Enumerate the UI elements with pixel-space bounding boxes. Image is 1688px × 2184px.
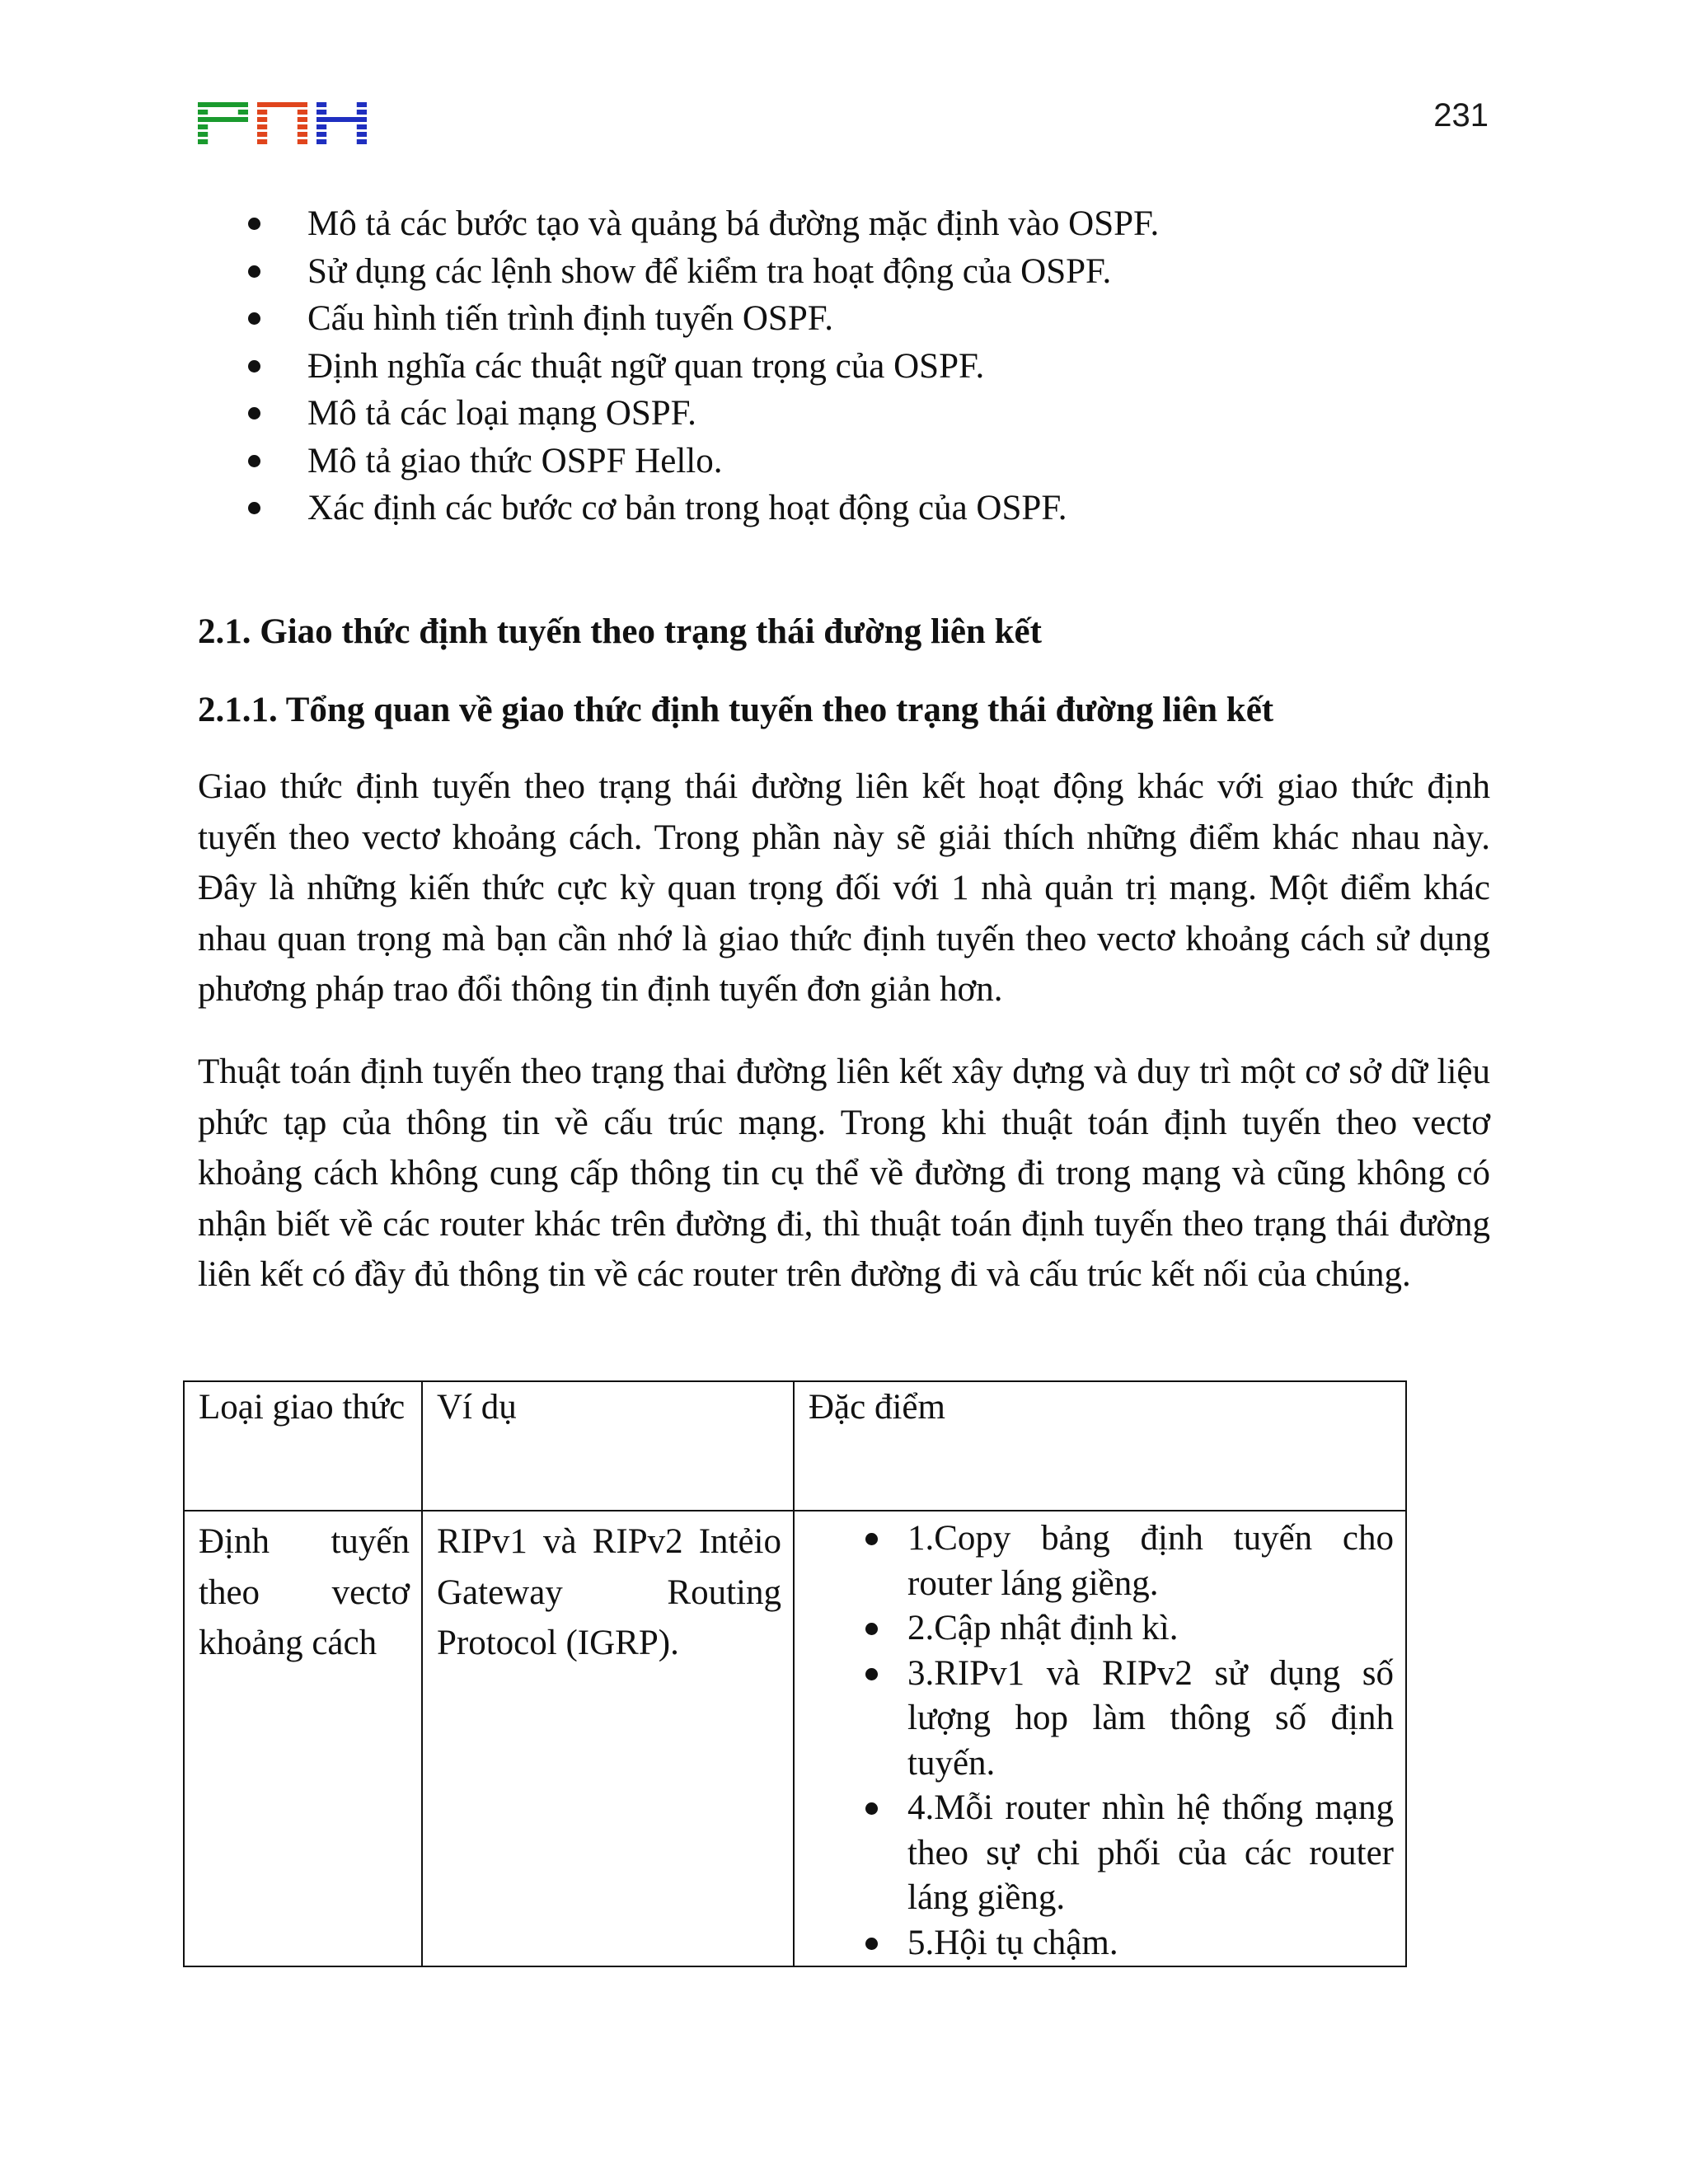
logo-stripe xyxy=(316,124,326,129)
logo-stripe xyxy=(357,132,367,137)
logo-stripe xyxy=(257,102,307,107)
list-item: Mô tả giao thức OSPF Hello. xyxy=(198,438,1492,485)
logo-stripe xyxy=(357,124,367,129)
bullet-icon xyxy=(248,360,260,373)
bullet-icon xyxy=(865,1938,878,1950)
logo-stripe xyxy=(316,139,326,144)
bullet-icon xyxy=(248,502,260,514)
features-list xyxy=(809,1516,1394,1966)
bullet-icon xyxy=(865,1668,878,1680)
header-cell-features: Đặc điểm xyxy=(794,1381,1406,1511)
list-item: Cấu hình tiến trình định tuyến OSPF. xyxy=(198,295,1492,343)
cell-protocol-features xyxy=(794,1511,1406,1966)
list-item: 4.Mỗi router nhìn hệ thống mạng theo sự chi phối của các router láng giềng. xyxy=(809,1786,1394,1921)
bullet-icon xyxy=(865,1802,878,1815)
logo-stripe xyxy=(257,124,267,129)
logo-stripe xyxy=(198,124,208,129)
logo-stripe xyxy=(316,110,326,115)
logo-stripe xyxy=(198,117,248,122)
logo-stripe xyxy=(298,132,307,137)
paragraph-algorithm: Thuật toán định tuyến theo trạng thai đường liên kết xây dựng và duy trì một cơ sở dữ liệu phức tạp của thông tin về cấu trúc mạng. Trong khi thuật toán định tuyến theo vectơ khoảng cách không cung cấp thông tin cụ thể về đường đi trong mạng và cũng không có nhận biết về các router khác trên đường đi, thì thuật toán định tuyến theo trạng thái đường liên kết có đầy đủ thông tin về các router trên đường đi và cấu trúc kết nối của chúng. xyxy=(198,1052,1490,1295)
logo-letter-n xyxy=(257,102,307,144)
logo-stripe xyxy=(257,117,267,122)
logo-stripe xyxy=(316,132,326,137)
list-item: 1.Copy bảng định tuyến cho router láng giềng. xyxy=(809,1516,1394,1606)
page-number: 231 xyxy=(1433,97,1489,134)
logo-stripe xyxy=(298,110,307,115)
pnh-logo xyxy=(198,102,367,148)
bullet-icon xyxy=(248,407,260,419)
list-item: 3.RIPv1 và RIPv2 sử dụng số lượng hop làm thông số định tuyến. xyxy=(809,1652,1394,1787)
list-item: Định nghĩa các thuật ngữ quan trọng của OSPF. xyxy=(198,343,1492,391)
protocol-comparison-table xyxy=(183,1380,1407,1967)
logo-stripe xyxy=(238,110,248,115)
logo-letter-p xyxy=(198,102,248,144)
logo-stripe xyxy=(298,139,307,144)
logo-stripe xyxy=(198,102,248,107)
logo-stripe xyxy=(298,124,307,129)
bullet-icon xyxy=(248,265,260,278)
bullet-icon xyxy=(248,312,260,325)
list-item: 2.Cập nhật định kì. xyxy=(809,1606,1394,1652)
logo-stripe xyxy=(257,132,267,137)
logo-stripe xyxy=(198,132,208,137)
logo-stripe xyxy=(316,117,367,122)
bullet-icon xyxy=(248,218,260,230)
list-item: Xác định các bước cơ bản trong hoạt động của OSPF. xyxy=(198,485,1492,532)
logo-letter-h xyxy=(316,102,367,144)
cell-protocol-example: RIPv1 và RIPv2 Intẻio Gateway Routing Protocol (IGRP). xyxy=(422,1511,794,1966)
table-header-row xyxy=(184,1381,1406,1511)
section-heading: 2.1. Giao thức định tuyến theo trạng thái đường liên kết xyxy=(198,612,1042,651)
table-row xyxy=(184,1511,1406,1966)
list-item: Mô tả các bước tạo và quảng bá đường mặc định vào OSPF. xyxy=(198,200,1492,248)
header-cell-type: Loại giao thức xyxy=(184,1381,422,1511)
list-item: 5.Hội tụ chậm. xyxy=(809,1921,1394,1966)
bullet-icon xyxy=(248,455,260,467)
paragraph-overview: Giao thức định tuyến theo trạng thái đường liên kết hoạt động khác với giao thức định tuyến theo vectơ khoảng cách. Trong phần này sẽ giải thích những điểm khác nhau này. Đây là những kiến thức cực kỳ quan trọng đối với 1 nhà quản trị mạng. Một điểm khác nhau quan trọng mà bạn cần nhớ là giao thức định tuyến theo vectơ khoảng cách sử dụng phương pháp trao đổi thông tin định tuyến đơn giản hơn. xyxy=(198,767,1490,1010)
subsection-heading: 2.1.1. Tổng quan về giao thức định tuyến theo trạng thái đường liên kết xyxy=(198,691,1274,729)
bullet-icon xyxy=(865,1623,878,1635)
list-item: Mô tả các loại mạng OSPF. xyxy=(198,390,1492,438)
list-item: Sử dụng các lệnh show để kiểm tra hoạt động của OSPF. xyxy=(198,248,1492,296)
logo-stripe xyxy=(357,102,367,107)
logo-stripe xyxy=(257,110,267,115)
objectives-list xyxy=(198,200,1492,532)
logo-stripe xyxy=(198,110,208,115)
cell-protocol-type: Định tuyến theo vectơ khoảng cách xyxy=(184,1511,422,1966)
bullet-icon xyxy=(865,1533,878,1545)
logo-stripe xyxy=(316,102,326,107)
logo-stripe xyxy=(198,139,208,144)
logo-stripe xyxy=(298,117,307,122)
logo-stripe xyxy=(257,139,267,144)
logo-stripe xyxy=(357,139,367,144)
logo-stripe xyxy=(357,110,367,115)
header-cell-example: Ví dụ xyxy=(422,1381,794,1511)
